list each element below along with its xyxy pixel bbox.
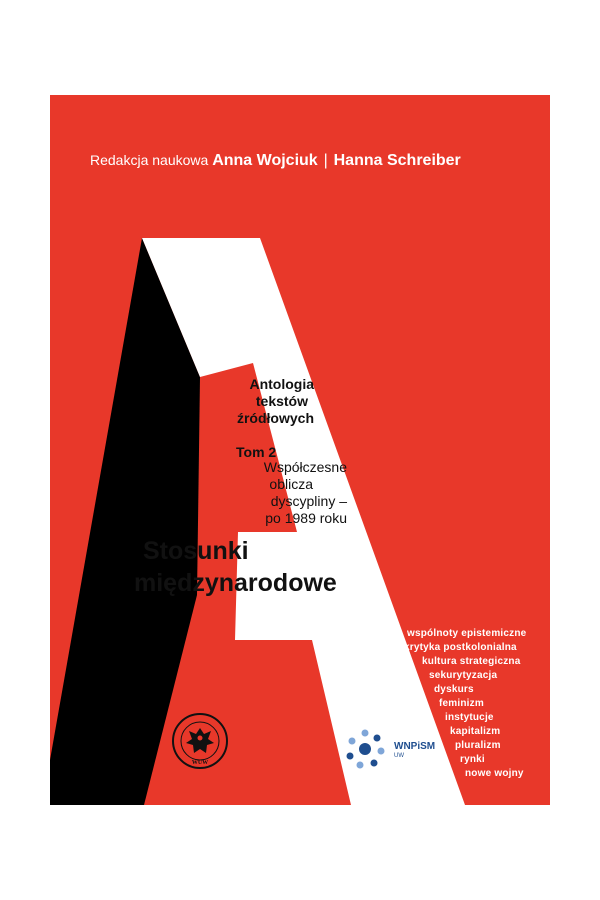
keyword: krytyka postkolonialna [404,642,517,653]
seal-label: WUW [191,760,209,766]
keyword: nowe wojny [465,768,524,779]
keyword: feminizm [439,698,484,709]
volume-label: Tom 2 [236,444,277,460]
keyword: wspólnoty epistemiczne [407,628,527,639]
anthology-line: tekstów [255,393,308,409]
subtitle-line: po 1989 roku [265,510,347,526]
keyword: kapitalizm [450,726,501,737]
university-seal-icon [171,712,229,770]
subtitle-line: oblicza [269,476,313,492]
wnpism-logo-icon [343,727,387,771]
volume-subtitle [264,459,347,527]
editor-name: Anna Wojciuk [212,152,318,169]
keyword: instytucje [445,712,494,723]
editors-line [90,152,461,170]
wnpism-sub-label: UW [394,753,404,759]
wnpism-label: WNPiSM [394,741,436,752]
anthology-line: źródłowych [236,410,314,426]
subtitle-line: dyscypliny – [270,493,347,509]
editor-name: Hanna Schreiber [333,152,461,169]
keyword: pluralizm [455,740,501,751]
keyword: dyskurs [434,684,474,695]
letter-a-graphic [50,95,550,805]
book-title [134,535,337,599]
subtitle-line: Współczesne [263,459,347,475]
keyword: rynki [460,754,485,765]
editors-label: Redakcja naukowa [90,152,209,168]
anthology-line: Antologia [249,376,314,392]
title-line: Stosunki [143,537,249,565]
editor-separator: | [323,152,328,169]
keyword: sekurytyzacja [429,670,498,681]
keyword: kultura strategiczna [422,656,521,667]
title-line: międzynarodowe [134,569,337,597]
anthology-label [237,376,314,427]
book-cover [50,95,550,805]
